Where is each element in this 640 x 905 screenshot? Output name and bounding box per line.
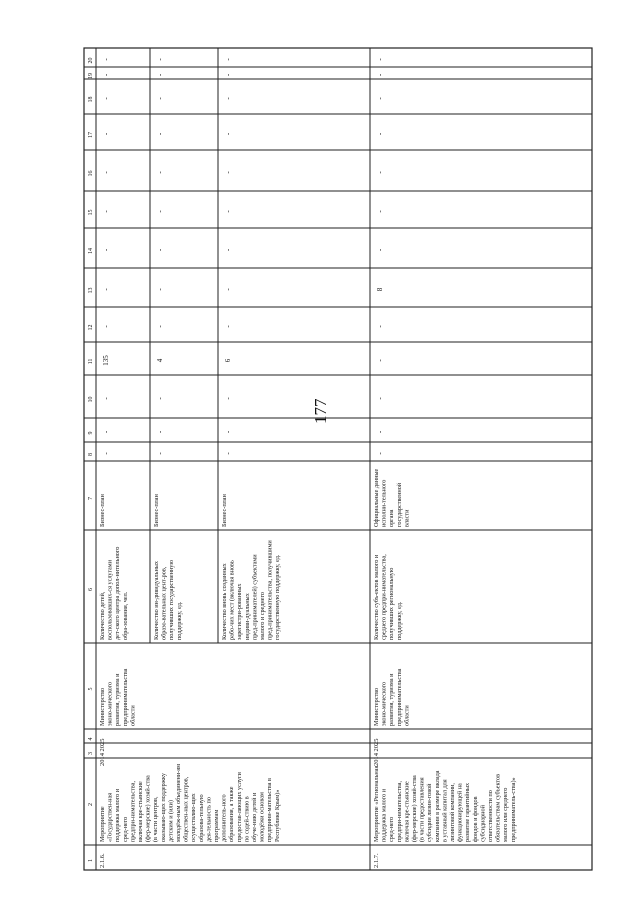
indicator-value: - <box>156 397 164 400</box>
indicator-name: рабо-чих мест (включая вновь <box>228 560 236 640</box>
row-name: Мероприятие «Региональная <box>373 765 380 842</box>
row-name: молодёж-ным объединени-ям <box>175 763 182 842</box>
column-number-header: 1 <box>88 859 94 862</box>
row-id: 2.1.6. <box>99 853 106 868</box>
indicator-value: 8 <box>376 287 384 292</box>
indicator-name: пред-принимателей) субъектами <box>251 554 259 640</box>
row-name: сред-него <box>121 816 129 842</box>
indicator-value: - <box>224 171 232 174</box>
column-number-header: 11 <box>88 358 94 365</box>
row-start-year: 2014 <box>373 753 380 766</box>
row-executor: развития, туризма и <box>114 673 122 726</box>
indicator-value: - <box>102 430 110 434</box>
row-name: предприниматель-ства)» <box>509 777 517 842</box>
row-name: предостав-ляющих услуги <box>235 772 243 842</box>
indicator-value: - <box>102 210 110 213</box>
indicator-value: - <box>224 452 232 455</box>
column-number-header: 19 <box>88 73 94 79</box>
row-start-year: 2014 <box>99 753 106 766</box>
indicator-value: - <box>102 452 110 455</box>
row-name: фондов и фондов <box>471 796 479 842</box>
indicator-name: пред-принимательства, получившими <box>266 540 274 640</box>
column-number-header: 14 <box>88 248 94 254</box>
indicator-value: - <box>156 452 164 455</box>
row-name: включая кре-стьянские <box>403 781 411 842</box>
indicator-source: государственной <box>395 482 403 527</box>
indicator-name: Количество ин-дивидуальных <box>153 560 160 640</box>
indicator-value: - <box>224 97 232 100</box>
indicator-name: поддержку, ед. <box>395 601 403 640</box>
indicator-name: дет-ского центра допол-нительного <box>114 546 122 640</box>
row-id: 2.1.7. <box>373 853 380 868</box>
row-end-year: 2025 <box>99 738 106 752</box>
row-name: дея-тельность по <box>205 797 213 842</box>
table-frame <box>84 48 592 870</box>
row-name: обществен-ных центров, <box>182 776 190 842</box>
indicator-name: среднего предпри-нимательства, <box>380 554 388 640</box>
indicator-name: Количество субъ-ектов малого и <box>373 554 380 640</box>
indicator-value: - <box>224 58 232 61</box>
indicator-value: - <box>224 288 232 291</box>
indicator-value: - <box>102 73 110 77</box>
row-name: субсидии лизин-говой <box>426 783 434 842</box>
row-name: (в части центров, <box>152 796 160 842</box>
row-name: оказываю-щих поддержку <box>159 773 167 842</box>
column-number-header: 4 <box>88 737 94 741</box>
indicator-value: - <box>102 97 110 100</box>
indicator-source: Официальные данные <box>373 468 380 527</box>
indicator-value: - <box>224 73 232 77</box>
indicator-value: - <box>376 171 384 174</box>
row-name: образова-тельную <box>197 794 205 842</box>
row-name: компании в размере вклада <box>433 770 441 842</box>
indicator-value: - <box>376 359 384 362</box>
row-executor: предпринимательства <box>121 668 129 726</box>
indicator-value: - <box>156 210 164 213</box>
row-name: программам <box>213 809 220 842</box>
row-name: сред-него <box>388 816 396 842</box>
row-name: функционирующей на <box>456 783 464 842</box>
indicator-value: - <box>102 171 110 174</box>
column-number-header: 2 <box>88 803 94 806</box>
indicator-value: - <box>156 430 164 434</box>
indicator-value: - <box>376 58 384 61</box>
column-number-header: 5 <box>88 687 94 691</box>
page-number: 177 <box>311 398 330 424</box>
indicator-value: - <box>156 325 164 328</box>
indicator-value: - <box>224 430 232 434</box>
row-executor: области <box>403 705 411 726</box>
indicator-value: - <box>376 452 384 455</box>
column-number-header: 12 <box>88 324 94 331</box>
indicator-value: - <box>156 288 164 291</box>
row-name: «Государствен-ная <box>106 792 114 842</box>
row-name: осуществляю-щих <box>190 793 198 842</box>
row-name: предприни-мательства в <box>266 778 274 842</box>
row-name: дополнитель-ного <box>220 794 228 842</box>
row-name: поддержка малого и <box>114 788 122 842</box>
column-number-header: 8 <box>88 453 94 456</box>
indicator-value: - <box>156 97 164 100</box>
column-number-header: 6 <box>88 588 94 591</box>
indicator-name: обра-зования, чел. <box>121 591 129 640</box>
column-number-header: 15 <box>88 209 94 216</box>
column-number-header: 7 <box>88 497 94 500</box>
indicator-value: - <box>376 210 384 213</box>
row-name: ответственности по <box>487 790 494 842</box>
row-name: включая кре-стьянские <box>137 781 144 842</box>
indicator-name: получивших региональную <box>388 567 396 640</box>
row-name: образования, а также <box>228 786 236 842</box>
row-executor: Министерство <box>373 687 380 726</box>
indicator-name: зарегистри-рованных <box>236 583 244 640</box>
indicator-name: малого и среднего <box>259 592 266 640</box>
indicator-name: Количество детей, <box>99 591 106 640</box>
row-name: (в части предоставления <box>418 777 426 842</box>
row-name: предпри-нимательства, <box>129 780 137 842</box>
row-executor: эконо-мического <box>106 681 114 726</box>
row-name: развитие гарантийных <box>464 782 472 842</box>
row-executor: предпринимательства <box>395 668 403 726</box>
indicator-name: образо-вательных цент-ров, <box>160 566 168 640</box>
indicator-name: Количество вновь созданных <box>221 563 228 640</box>
indicator-value: - <box>224 210 232 213</box>
row-executor: эконо-мического <box>380 681 388 726</box>
indicator-value: - <box>102 325 110 328</box>
row-name: поддержка малого и <box>380 788 388 842</box>
row-name: (фер-мерские) хозяй-ства <box>411 775 418 842</box>
column-number-header: 16 <box>88 170 94 177</box>
row-name: малого или среднего <box>502 787 510 842</box>
indicator-value: - <box>102 397 110 400</box>
row-executor: области <box>129 705 137 726</box>
indicator-value: - <box>102 132 110 136</box>
column-number-header: 10 <box>88 396 94 403</box>
indicator-value: - <box>102 248 110 252</box>
indicator-value: - <box>156 132 164 136</box>
indicator-source: Бизнес-план <box>221 494 228 527</box>
row-name: по содей-ствию в <box>243 796 251 842</box>
indicator-name: поддержку, ед. <box>175 601 183 640</box>
indicator-value: - <box>224 248 232 252</box>
indicator-value: - <box>156 171 164 174</box>
indicator-value: - <box>376 397 384 400</box>
row-name: лизинговой компании, <box>449 783 456 842</box>
indicator-value: - <box>224 132 232 136</box>
indicator-source: исполни-тельного <box>380 479 388 527</box>
indicator-value: - <box>224 397 232 400</box>
column-number-header: 13 <box>88 287 94 294</box>
indicator-value: 6 <box>224 358 232 363</box>
row-end-year: 2025 <box>373 738 380 752</box>
indicator-value: 135 <box>102 355 110 366</box>
indicator-source: власти <box>403 509 411 527</box>
row-name: обуче-нию детей и <box>251 792 258 842</box>
indicator-source: органа <box>388 509 396 527</box>
row-name: субсидиарной <box>479 805 487 842</box>
row-name: Мероприятие <box>99 806 106 842</box>
column-number-header: 18 <box>88 96 94 103</box>
row-executor: развития, туризма и <box>388 673 396 726</box>
indicator-name: воспользовавших-ся услугами <box>106 559 114 640</box>
indicator-name: государственную поддержку, ед. <box>274 554 282 640</box>
indicator-value: - <box>102 58 110 61</box>
row-executor: Министерство <box>99 687 106 726</box>
indicator-value: - <box>376 325 384 328</box>
column-number-header: 3 <box>88 752 94 755</box>
indicator-value: - <box>376 248 384 252</box>
column-number-header: 20 <box>88 57 94 64</box>
indicator-source: Бизнес-план <box>153 494 160 527</box>
indicator-name: индиви-дуальных <box>243 593 251 640</box>
row-name: Республике Крым)» <box>273 789 281 842</box>
indicator-value: - <box>102 288 110 291</box>
indicator-value: - <box>376 430 384 434</box>
indicator-value: - <box>156 248 164 252</box>
indicator-value: - <box>376 97 384 100</box>
row-name: (фер-мерские) хозяй-ства <box>144 775 152 842</box>
indicator-value: - <box>156 58 164 61</box>
indicator-value: - <box>156 73 164 77</box>
row-name: молодёжи основам <box>258 792 266 842</box>
row-name: в уставный капитал для <box>441 779 449 842</box>
row-name: обязательствам субъектов <box>494 773 502 842</box>
indicator-value: - <box>376 73 384 77</box>
column-number-header: 17 <box>88 132 94 138</box>
row-name: детским и (или) <box>167 800 175 842</box>
column-number-header: 9 <box>88 431 94 435</box>
indicator-source: Бизнес-план <box>99 494 106 527</box>
indicator-name: получивших государственную <box>168 560 176 640</box>
indicator-value: 4 <box>156 358 164 363</box>
row-name: предпри-нимательства, <box>395 780 403 842</box>
indicator-value: - <box>224 325 232 328</box>
indicator-value: - <box>376 132 384 136</box>
